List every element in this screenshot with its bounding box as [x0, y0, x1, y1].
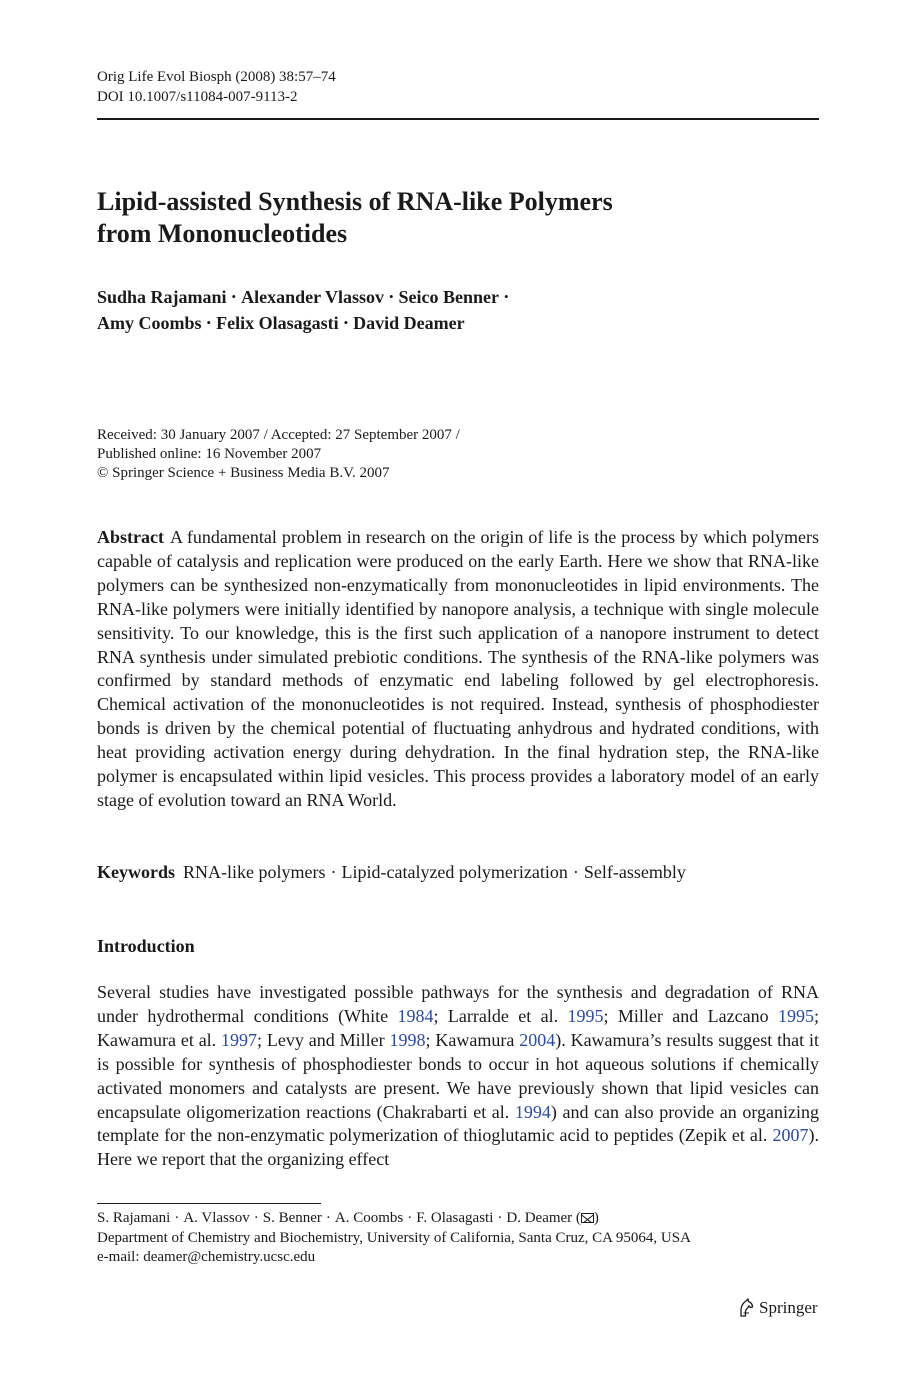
keyword: Self-assembly — [583, 862, 686, 882]
introduction-text: ; Kawamura et al. — [97, 1005, 819, 1050]
footnote-authors — [97, 1209, 691, 1229]
abstract — [97, 526, 819, 813]
citation-link[interactable]: 1994 — [514, 1101, 551, 1122]
footnote-author: A. Vlassov — [183, 1210, 250, 1226]
citation-link[interactable]: 1984 — [397, 1005, 434, 1026]
author-separator: • — [343, 315, 349, 330]
keyword-separator: · — [572, 862, 579, 882]
keywords-label: Keywords — [97, 862, 175, 882]
footnote-separator: · — [407, 1210, 413, 1226]
doi: DOI 10.1007/s11084-007-9113-2 — [97, 89, 298, 105]
author: David Deamer — [353, 313, 465, 333]
paper-title-line-2: from Mononucleotides — [97, 219, 348, 248]
author: Felix Olasagasti — [216, 313, 339, 333]
footnote-close-paren: ) — [593, 1210, 599, 1226]
author: Alexander Vlassov — [241, 287, 384, 307]
author-separator: • — [388, 289, 394, 304]
footnote-separator: · — [174, 1210, 180, 1226]
affiliation: Department of Chemistry and Biochemistry, University of California, Santa Cruz, CA 95064, USA — [97, 1229, 691, 1246]
keywords — [97, 860, 686, 884]
introduction-text: ; Miller and Lazcano — [603, 1005, 778, 1026]
keyword-separator: · — [330, 862, 337, 882]
abstract-text: A fundamental problem in research on the origin of life is the process by which polymers capable of catalysis and replication were produced on the early Earth. Here we show that RNA-like polymers can be synthesized non-enzymatically from mononucleotides in lipid environments. The RNA-like polymers were initially identified by nanopore analysis, a technique with single molecule sensitivity. To our knowledge, this is the first such application of a nanopore instrument to detect RNA synthesis under simulated prebiotic conditions. The synthesis of the RNA-like polymers was confirmed by standard methods of enzymatic end labeling followed by gel electrophoresis. Chemical activation of the mononucleotides is not required. Instead, synthesis of phosphodiester bonds is driven by the chemical potential of fluctuating anhydrous and hydrated conditions, with heat providing activation energy during dehydration. In the final hydration step, the RNA-like polymer is encapsulated within lipid vesicles. This process provides a laboratory model of an early stage of evolution toward an RNA World. — [97, 527, 819, 810]
citation-link[interactable]: 1995 — [567, 1005, 604, 1026]
introduction-text: Several studies have investigated possible pathways for the synthesis and degradation of RNA under hydrothermal conditions (White — [97, 982, 819, 1026]
author: Seico Benner — [398, 287, 500, 307]
citation-link[interactable]: 1998 — [389, 1029, 426, 1050]
author-list — [97, 284, 819, 336]
publication-dates — [97, 426, 460, 483]
author-line-1 — [97, 284, 819, 310]
received-accepted: Received: 30 January 2007 / Accepted: 27 September 2007 / — [97, 427, 460, 443]
paper-title — [97, 186, 819, 250]
introduction-paragraph — [97, 981, 819, 1172]
author: Sudha Rajamani — [97, 287, 227, 307]
paper-title-line-1: Lipid-assisted Synthesis of RNA-like Polymers — [97, 187, 613, 216]
introduction-text: ). Here we report that the organizing effect — [97, 1125, 819, 1170]
email[interactable]: e-mail: deamer@chemistry.ucsc.edu — [97, 1249, 316, 1265]
author-separator: • — [504, 289, 509, 304]
author-separator: • — [231, 289, 237, 304]
author-line-2 — [97, 310, 819, 336]
introduction-text: ; Kawamura — [425, 1029, 520, 1050]
introduction-text: ; Levy and Miller — [257, 1029, 390, 1050]
footnote-author: S. Benner — [262, 1210, 322, 1226]
citation-link[interactable]: 2007 — [772, 1125, 809, 1146]
citation-link[interactable]: 1995 — [777, 1005, 814, 1026]
citation-link[interactable]: 1997 — [221, 1029, 258, 1050]
envelope-icon[interactable] — [581, 1213, 594, 1223]
footnote-separator: · — [497, 1210, 503, 1226]
keyword: RNA-like polymers — [183, 862, 326, 882]
abstract-label: Abstract — [97, 527, 164, 547]
publisher-logo — [737, 1296, 818, 1320]
author-footnote — [97, 1209, 691, 1268]
journal-citation: Orig Life Evol Biosph (2008) 38:57–74 — [97, 69, 336, 85]
introduction-text: ; Larralde et al. — [433, 1005, 568, 1026]
published-online: Published online: 16 November 2007 — [97, 446, 322, 462]
footnote-rule — [97, 1203, 321, 1204]
footnote-separator: · — [253, 1210, 259, 1226]
author-separator: • — [206, 315, 212, 330]
section-heading-introduction: Introduction — [97, 936, 195, 956]
introduction-text: ) and can also provide an organizing template for the non-enzymatic polymerization of thioglutamic acid to peptides (Zepik et al. — [97, 1101, 819, 1146]
publisher-name: Springer — [759, 1298, 818, 1317]
footnote-author: A. Coombs — [334, 1210, 404, 1226]
footnote-separator: · — [325, 1210, 331, 1226]
footnote-author: S. Rajamani — [97, 1210, 171, 1226]
author: Amy Coombs — [97, 313, 202, 333]
journal-header — [97, 67, 336, 107]
copyright: © Springer Science + Business Media B.V. 2007 — [97, 465, 390, 481]
footnote-author: F. Olasagasti — [416, 1210, 494, 1226]
introduction-text: ). Kawamura’s results suggest that it is possible for synthesis of phosphodiester bonds to occur in hot aqueous solutions if chemically activated monomers and catalysts are present. We have previously shown that lipid vesicles can encapsulate oligomerization reactions (Chakrabarti et al. — [97, 1029, 819, 1122]
springer-horse-icon — [737, 1298, 755, 1318]
header-rule — [97, 118, 819, 120]
citation-link[interactable]: 2004 — [519, 1029, 556, 1050]
keyword: Lipid-catalyzed polymerization — [341, 862, 568, 882]
footnote-author: D. Deamer ( — [506, 1210, 581, 1226]
